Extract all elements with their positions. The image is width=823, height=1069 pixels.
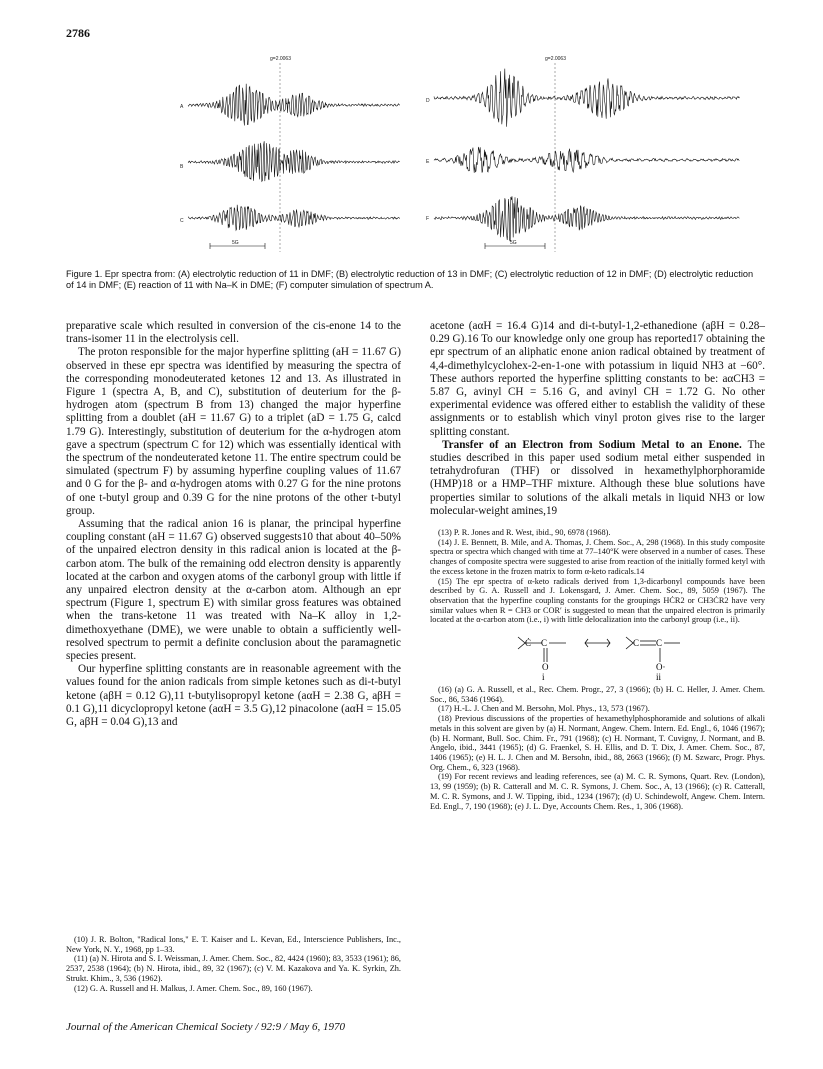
section-heading: Transfer of an Electron from Sodium Metal to an Enone. — [442, 438, 742, 451]
left-column — [66, 320, 401, 729]
footnote-18: (18) Previous discussions of the properties of hexamethylphosphoramide and solutions of alkali metals in this solvent are given by (a) H. Normant, Angew. Chem. Intern. Ed. Engl., 6, 1046 (1967); (b) H. Normant, Bull. Soc. Chim. Fr., 791 (1968); (c) H. Normant, T. Cuvigny, J. Normant, and B. Angelo, ibid., 3441 (1965); (d) G. Fraenkel, S. H. Ellis, and D. T. Dix, J. Amer. Chem. Soc., 87, 1406 (1965); (e) H. L. J. Chen and M. Bersohn, ibid., 88, 2663 (1966); (f) M. Szwarc, Progr. Phys. Org. Chem., 6, 323 (1968). — [430, 714, 765, 772]
resonance-structures — [430, 629, 765, 681]
spectrum-label-d: D — [426, 98, 430, 104]
spectrum-label-c: C — [180, 218, 184, 224]
spectrum-trace-f — [434, 196, 739, 241]
spectrum-trace-a — [188, 84, 400, 126]
scale-label-right: 5G — [510, 240, 517, 246]
epr-spectra-figure — [150, 50, 770, 265]
page-number: 2786 — [66, 26, 90, 40]
spectrum-label-f: F — [426, 216, 430, 222]
spectrum-trace-e — [434, 147, 739, 173]
spectrum-trace-b — [188, 141, 400, 181]
footnote-13: (13) P. R. Jones and R. West, ibid., 90, 6978 (1968). — [438, 528, 611, 538]
footnote-17: (17) H.-L. J. Chen and M. Bersohn, Mol. Phys., 13, 573 (1967). — [438, 704, 650, 714]
right-column — [430, 320, 765, 811]
right-paragraph-2 — [430, 439, 765, 518]
structure-label-i: i — [542, 672, 545, 682]
scale-label-left: 5G — [232, 240, 239, 246]
left-paragraph-1: preparative scale which resulted in conversion of the cis-enone 14 to the trans-isomer 11 in the electrolysis cell. — [66, 320, 401, 346]
svg-text:C: C — [633, 638, 640, 649]
right-paragraph-2-text: The studies described in this paper used sodium metal either suspended in tetrahydrofuran (THF) or dissolved in hexamethylphorphoramide (HMP)18 or a HMP–THF mixture. Although these blue solutions have properties similar to solutions of the alkali metals in liquid NH3 or low molecular-weight amines,19 — [430, 438, 765, 517]
svg-text:C: C — [541, 638, 548, 649]
footnote-12: (12) G. A. Russell and H. Malkus, J. Amer. Chem. Soc., 89, 160 (1967). — [74, 983, 313, 993]
footnote-14: (14) J. E. Bennett, B. Mile, and A. Thomas, J. Chem. Soc., A, 298 (1968). In this study composite spectra or spectra which changed with time at 77–140°K were observed in a number of cases. These changes of composite spectra were suggested to arise from reaction of the initially formed ketyl with the excess ketone in the frozen matrix to form α-keto radicals.14 — [430, 537, 765, 576]
spectrum-label-e: E — [426, 159, 430, 165]
svg-text:O: O — [542, 662, 549, 673]
epr-spectra-svg — [150, 50, 770, 265]
resonance-structures-svg — [430, 629, 765, 681]
right-footnotes — [430, 528, 765, 811]
right-paragraph-1: acetone (aαH = 16.4 G)14 and di-t-butyl-1,2-ethanedione (aβH = 0.28–0.29 G).16 To our knowledge only one group has reported17 obtaining the epr spectrum of an aliphatic enone anion radical obtained by treatment of 4,4-dimethylcyclohex-2-en-1-one with potassium in liquid NH3 at −60°. These authors reported the hyperfine splitting constants to be: aαCH3 = 5.87 G, avinyl CH = 5.16 G, and avinyl CH = 1.72 G. No other experimental evidence was offered either to establish the validity of these assignments or to establish which vinyl proton gives rise to the larger splitting constant. — [430, 320, 765, 438]
left-paragraph-4: Our hyperfine splitting constants are in reasonable agreement with the values found for the anion radicals from simple ketones such as di-t-butyl ketone (aβH = 0.12 G),11 t-butylisopropyl ketone (aαH = 2.38 G, aβH = 0.1 G),11 dicyclopropyl ketone (aαH = 3.5 G),12 pinacolone (aαH = 15.05 G, aβH = 0.04 G),13 and — [66, 663, 401, 729]
left-paragraph-3: Assuming that the radical anion 16 is planar, the principal hyperfine coupling constant (aH = 11.67 G) observed suggests10 that about 40–50% of the unpaired electron density in this radical anion is located at the β-carbon atom. The bulk of the remaining odd electron density is apparently located at the carbon and oxygen atoms of the carbonyl group with little if any unpaired electron density at the α-carbon atom. Although an epr spectrum (Figure 1, spectrum E) with similar gross features was obtained when the trans-ketone 11 was treated with Na–K alloy in 1,2-dimethoxyethane (DME), we were unable to obtain a sufficiently well-resolved spectrum to permit a definite conclusion about the paramagnetic species present. — [66, 518, 401, 663]
left-footnotes — [66, 935, 401, 993]
g-label-right: g=2.0063 — [545, 56, 566, 62]
spectrum-trace-c — [188, 205, 400, 230]
svg-text:C: C — [656, 638, 663, 649]
structure-label-ii: ii — [656, 672, 662, 682]
footnote-19: (19) For recent reviews and leading references, see (a) M. C. R. Symons, Quart. Rev. (London), 13, 99 (1959); (b) R. Catterall and M. C. R. Symons, J. Chem. Soc., A, 13 (1966); (c) R. Catterall, M. C. R. Symons, and J. W. Tipping, ibid., 1234 (1967); (d) U. Schindewolf, Angew. Chem. Intern. Ed. Engl., 7, 190 (1968); (e) J. L. Dye, Accounts Chem. Res., 1, 306 (1968). — [430, 772, 765, 811]
figure-caption: Figure 1. Epr spectra from: (A) electrolytic reduction of 11 in DMF; (B) electrolytic reduction of 13 in DMF; (C) electrolytic reduction of 12 in DMF; (D) electrolytic reduction of 14 in DMF; (E) reaction of 11 with Na–K in DME; (F) computer simulation of spectrum A. — [66, 269, 754, 290]
journal-footer: Journal of the American Chemical Society / 92:9 / May 6, 1970 — [66, 1021, 346, 1033]
footnote-10: (10) J. R. Bolton, "Radical Ions," E. T. Kaiser and L. Kevan, Ed., Interscience Publishers, Inc., New York, N. Y., 1968, pp 1–33. — [66, 935, 401, 954]
svg-text:Ċ: Ċ — [525, 638, 532, 649]
spectrum-label-a: A — [180, 104, 184, 110]
left-paragraph-2: The proton responsible for the major hyperfine splitting (aH = 11.67 G) observed in these epr spectra was identified by measuring the spectra of the corresponding monodeuterated ketones 12 and 13. As illustrated in Figure 1 (spectra A, B, and C), substitution of deuterium for the β-hydrogen atom (spectrum B from 13) changed the major hyperfine splitting from a doublet (aH = 11.67 G) to a triplet (aD = 1.75 G, calcd 1.79 G). Interestingly, substitution of deuterium for the α-hydrogen atom gave a spectrum (spectrum C for 12) which was essentially identical with the spectrum of the nondeuterated ketone 11. The entire spectrum could be simulated (spectrum F) by assuming hyperfine coupling values of 11.67 and 0 G for the β- and α-hydrogen atoms with 0.27 G for the nine protons of one t-butyl group and 0.39 G for the nine protons of the other t-butyl group. — [66, 346, 401, 517]
footnote-11: (11) (a) N. Hirota and S. I. Weissman, J. Amer. Chem. Soc., 82, 4424 (1960); 83, 3533 (1961); 86, 2537, 2538 (1964); (b) N. Hirota, ibid., 89, 32 (1967); (c) V. M. Kazakova and Ya. K. Syrkin, Zh. Strukt. Khim., 3, 536 (1962). — [66, 954, 401, 983]
footnote-15: (15) The epr spectra of α-keto radicals derived from 1,3-dicarbonyl compounds have been described by G. A. Russell and J. Lokensgard, J. Amer. Chem. Soc., 89, 5059 (1967). The observation that the hyperfine coupling constants for the groupings HĊR2 or CH3ĊR2 have very similar values when R = CH3 or COR′ is suggested to mean that the unpaired electron is primarily located at the α-carbon atom (i.e., i) with little delocalization into the carbonyl group (i.e., ii). — [430, 576, 765, 625]
svg-text:O·: O· — [656, 662, 666, 673]
spectrum-trace-d — [434, 69, 739, 127]
g-label-left: g=2.0063 — [270, 56, 291, 62]
spectrum-label-b: B — [180, 164, 184, 170]
footnote-16: (16) (a) G. A. Russell, et al., Rec. Chem. Progr., 27, 3 (1966); (b) H. C. Heller, J. Amer. Chem. Soc., 86, 5346 (1964). — [430, 685, 765, 704]
